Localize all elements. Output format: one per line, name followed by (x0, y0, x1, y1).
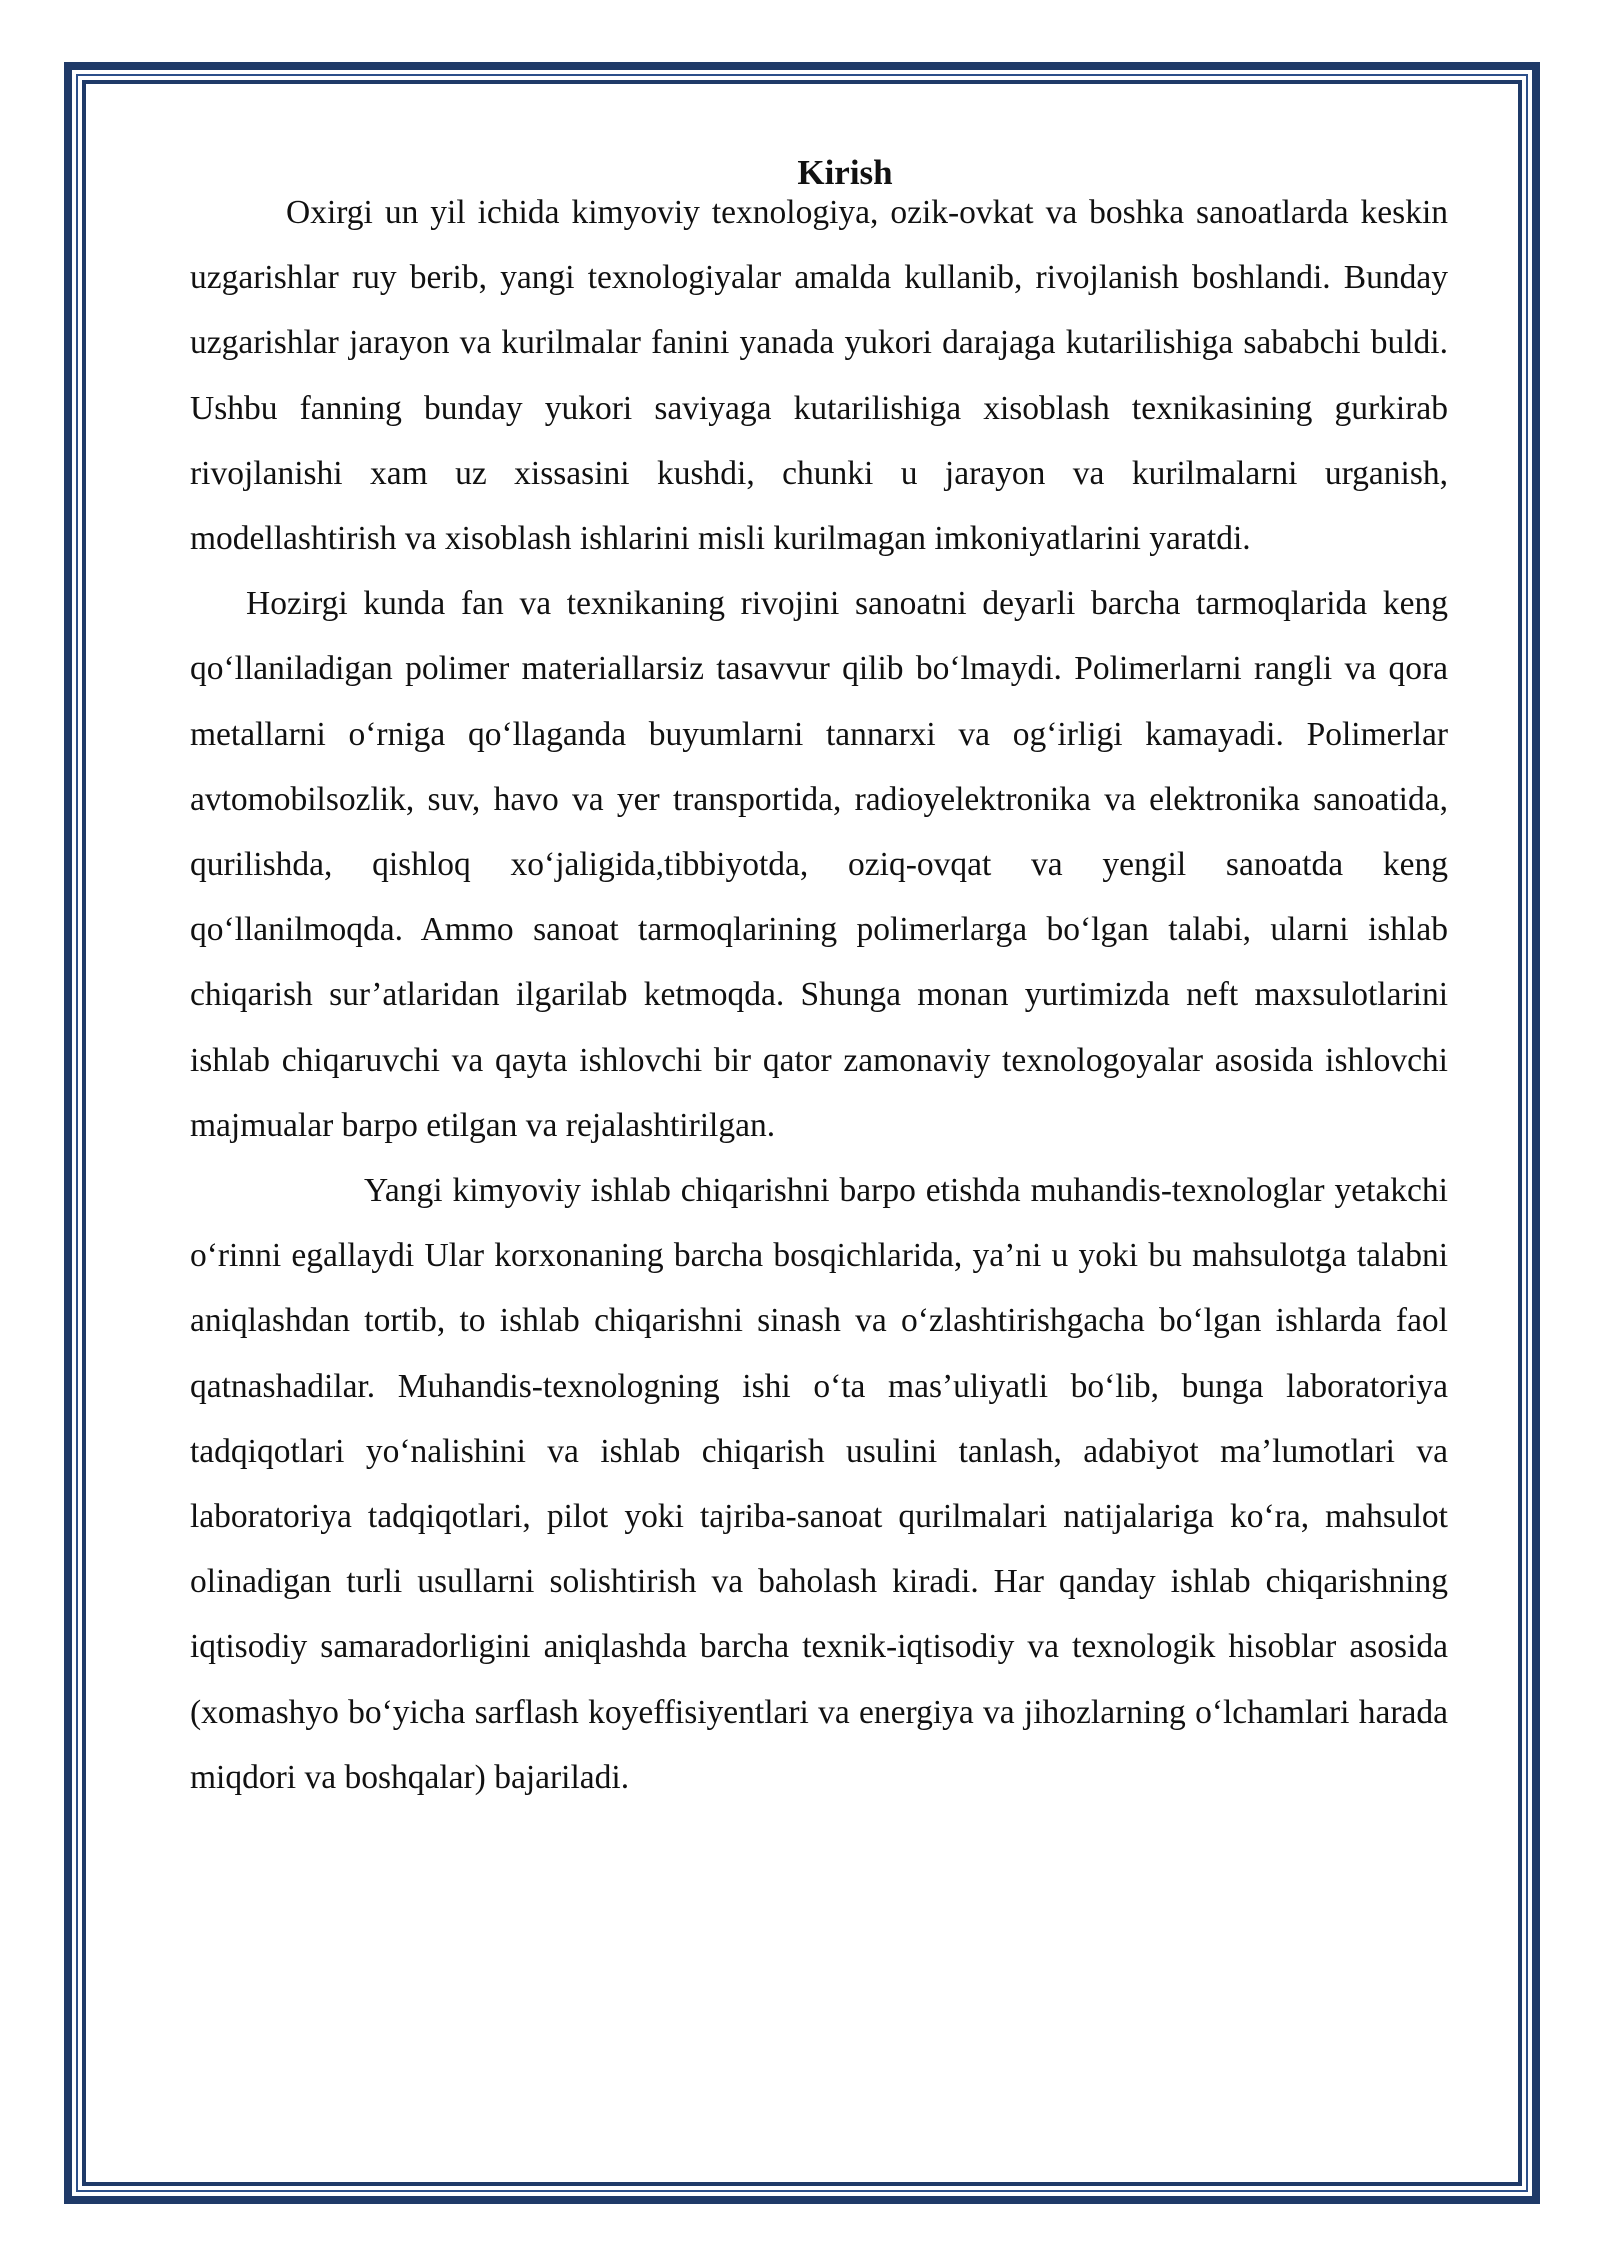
paragraph-intro: Oxirgi un yil ichida kimyoviy texnologiya, ozik-ovkat va boshka sanoatlarda keskin uzgarishlar ruy berib, yangi texnologiyalar amalda kullanib, rivojlanish boshlandi. Bunday uzgarishlar jarayon va kurilmalar fanini yanada yukori darajaga kutarilishiga sababchi buldi. Ushbu fanning bunday yukori saviyaga kutarilishiga xisoblash texnikasining gurkirab rivojlanishi xam uz xissasini kushdi, chunki u jarayon va kurilmalarni urganish, modellashtirish va xisoblash ishlarini misli kurilmagan imkoniyatlarini yaratdi. (190, 194, 1448, 558)
paragraph-polymers: Hozirgi kunda fan va texnikaning rivojini sanoatni deyarli barcha tarmoqlarida keng qo‘llaniladigan polimer materiallarsiz tasavvur qilib bo‘lmaydi. Polimerlarni rangli va qora metallarni o‘rniga qo‘llaganda buyumlarni tannarxi va og‘irligi kamayadi. Polimerlar avtomobilsozlik, suv, havo va yer transportida, radioyelektronika va elektronika sanoatida, qurilishda, qishloq xo‘jaligida,tibbiyotda, oziq-ovqat va yengil sanoatda keng qo‘llanilmoqda. Ammo sanoat tarmoqlarining polimerlarga bo‘lgan talabi, ularni ishlab chiqarish sur’atlaridan ilgarilab ketmoqda. Shunga monan yurtimizda neft maxsulotlarini ishlab chiqaruvchi va qayta ishlovchi bir qator zamonaviy texnologoyalar asosida ishlovchi majmualar barpo etilgan va rejalashtirilgan. (190, 585, 1448, 1144)
paragraph-engineers: Yangi kimyoviy ishlab chiqarishni barpo etishda muhandis-texnologlar yetakchi o‘rinni egallaydi Ular korxonaning barcha bosqichlarida, ya’ni u yoki bu mahsulotga talabni aniqlashdan tortib, to ishlab chiqarishni sinash va o‘zlashtirishgacha bo‘lgan ishlarda faol qatnashadilar. Muhandis-texnologning ishi o‘ta mas’uliyatli bo‘lib, bunga laboratoriya tadqiqotlari yo‘nalishini va ishlab chiqarish usulini tanlash, adabiyot ma’lumotlari va laboratoriya tadqiqotlari, pilot yoki tajriba-sanoat qurilmalari natijalariga ko‘ra, mahsulot olinadigan turli usullarni solishtirish va baholash kiradi. Har qanday ishlab chiqarishning iqtisodiy samaradorligini aniqlashda barcha texnik-iqtisodiy va texnologik hisoblar asosida (xomashyo bo‘yicha sarflash koyeffisiyentlari va energiya va jihozlarning o‘lchamlari harada miqdori va boshqalar) bajariladi. (190, 1172, 1448, 1796)
document-title: Kirish (797, 153, 893, 192)
document-body (190, 150, 1448, 1810)
